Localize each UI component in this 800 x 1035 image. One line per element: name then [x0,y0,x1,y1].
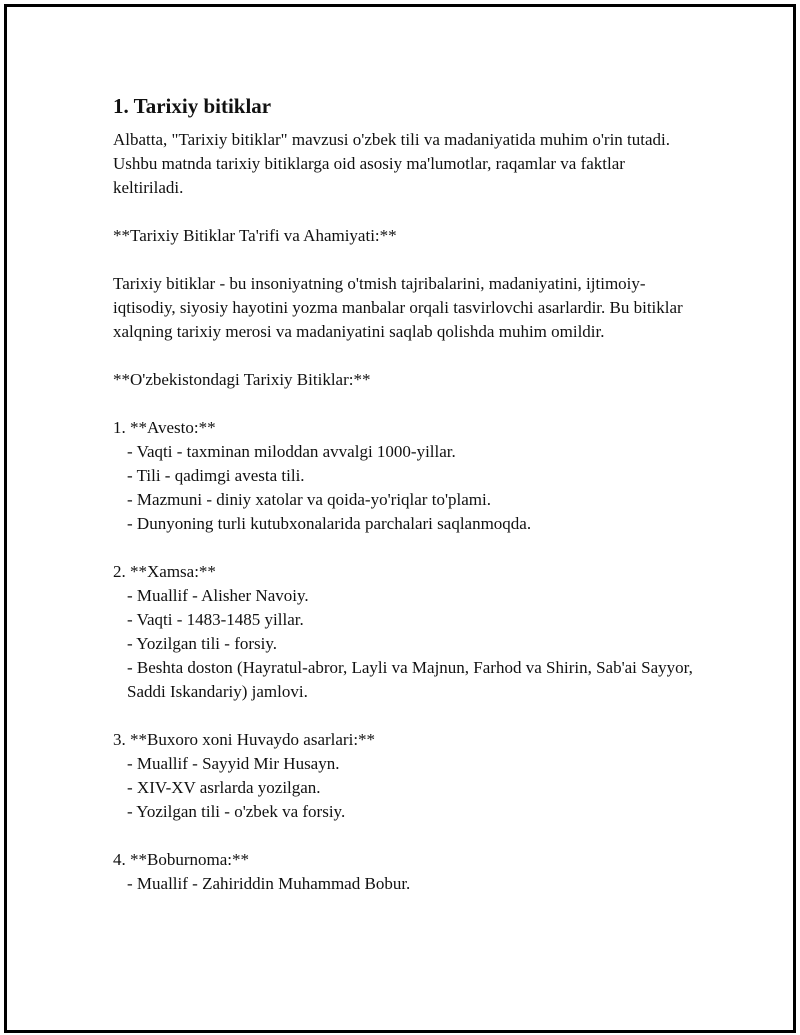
item-heading: 1. **Avesto:** [113,418,216,437]
item-line: - Vaqti - taxminan miloddan avvalgi 1000-yillar. [127,442,456,461]
item-line: - Yozilgan tili - o'zbek va forsiy. [127,802,346,821]
definition-paragraph: Tarixiy bitiklar - bu insoniyatning o'tmish tajribalarini, madaniyatini, ijtimoiy-iqtisodiy, siyosiy hayotini yozma manbalar orqali tasvirlovchi asarlardir. Bu bitiklar xalqning tarixiy merosi va madaniyatini saqlab qolishda muhim omildir. [113,274,683,341]
item-boburnoma [113,848,693,896]
item-line: - Dunyoning turli kutubxonalarida parchalari saqlanmoqda. [127,514,532,533]
item-line: - Beshta doston (Hayratul-abror, Layli va Majnun, Farhod va Shirin, Sab'ai Sayyor, Saddi Iskandariy) jamlovi. [127,658,693,701]
item-line: - XIV-XV asrlarda yozilgan. [127,778,321,797]
item-line: - Yozilgan tili - forsiy. [127,634,278,653]
intro-paragraph: Albatta, "Tarixiy bitiklar" mavzusi o'zbek tili va madaniyatida muhim o'rin tutadi. Ushbu matnda tarixiy bitiklarga oid asosiy ma'lumotlar, raqamlar va faktlar keltiriladi. [113,130,671,197]
item-line: - Vaqti - 1483-1485 yillar. [127,610,304,629]
item-line: - Tili - qadimgi avesta tili. [127,466,305,485]
document-title: 1. Tarixiy bitiklar [113,94,272,118]
item-xamsa [113,560,693,704]
item-heading: 2. **Xamsa:** [113,562,216,581]
item-huvaydo [113,728,693,824]
item-heading: 4. **Boburnoma:** [113,850,249,869]
item-heading: 3. **Buxoro xoni Huvaydo asarlari:** [113,730,376,749]
section-heading-definition: **Tarixiy Bitiklar Ta'rifi va Ahamiyati:** [113,226,397,245]
document-body [113,92,693,896]
item-line: - Muallif - Zahiriddin Muhammad Bobur. [127,874,411,893]
item-line: - Mazmuni - diniy xatolar va qoida-yo'riqlar to'plami. [127,490,491,509]
section-heading-uzbekistan: **O'zbekistondagi Tarixiy Bitiklar:** [113,370,371,389]
item-avesto [113,416,693,536]
item-line: - Muallif - Alisher Navoiy. [127,586,309,605]
item-line: - Muallif - Sayyid Mir Husayn. [127,754,340,773]
